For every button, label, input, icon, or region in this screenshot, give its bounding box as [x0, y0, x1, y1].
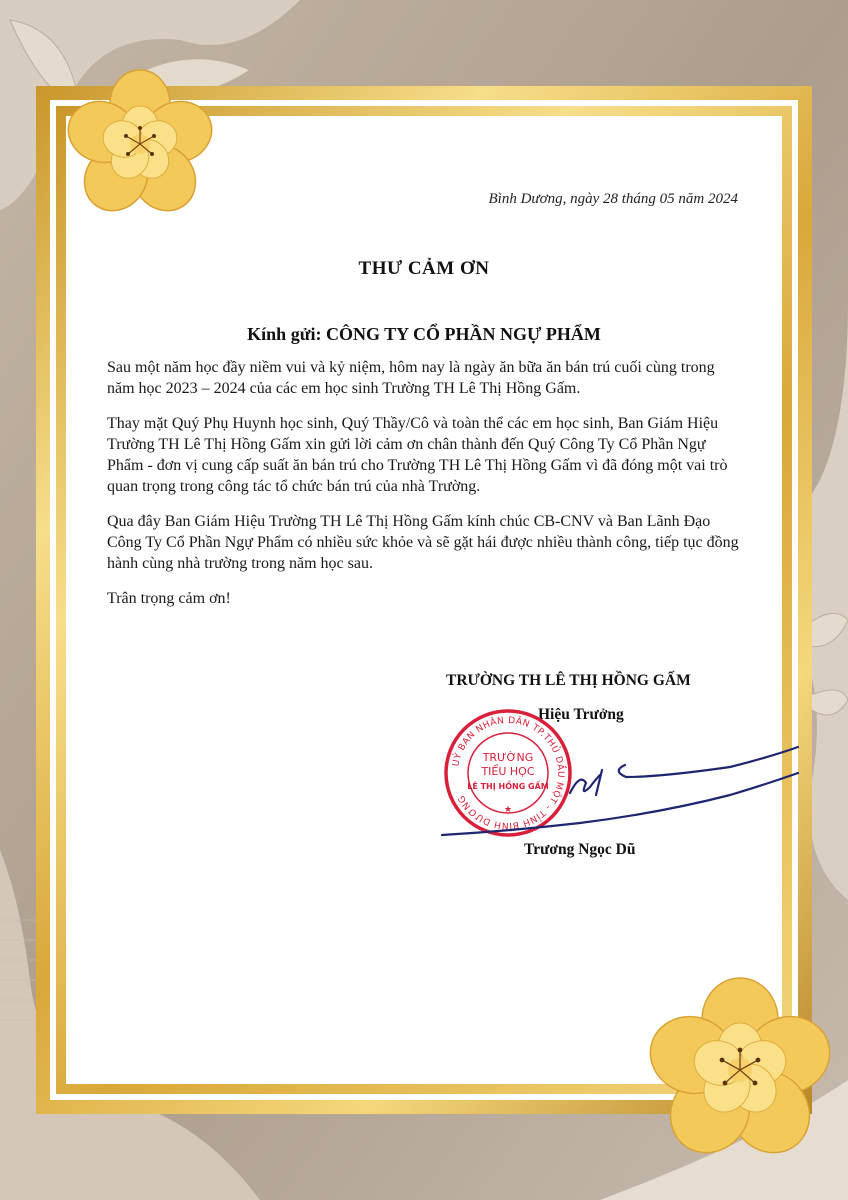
signer-name: Trương Ngọc Dũ — [524, 841, 636, 858]
paragraph-2: Thay mặt Quý Phụ Huynh học sinh, Quý Thầy/Cô và toàn thể các em học sinh, Ban Giám Hiệu Trường TH Lê Thị Hồng Gấm xin gửi lời cảm ơn chân thành đến Quý Công Ty Cổ Phần Ngự Phẩm - đơn vị cung cấp suất ăn bán trú cho Trường TH Lê Thị Hồng Gấm vì đã đóng một vai trò quan trọng trong công tác tổ chức bán trú của nhà Trường. — [107, 415, 728, 495]
date-line: Bình Dương, ngày 28 tháng 05 năm 2024 — [488, 191, 738, 207]
stamp-line-2: TIỂU HỌC — [481, 765, 535, 778]
stamp-line-3: LÊ THỊ HỒNG GẤM — [467, 782, 549, 791]
paragraph-3: Qua đây Ban Giám Hiệu Trường TH Lê Thị Hồng Gấm kính chúc CB-CNV và Ban Lãnh Đạo Công Ty Cổ Phần Ngự Phẩm có nhiều sức khỏe và sẽ gặt hái được nhiều thành công, tiếp tục đồng hành cùng nhà trường trong năm học sau. — [107, 513, 739, 572]
signer-role: Hiệu Trưởng — [538, 706, 624, 723]
flower-bottom-right-icon — [640, 970, 840, 1170]
recipient-line: Kính gửi: CÔNG TY CỔ PHẦN NGỰ PHẨM — [247, 324, 601, 344]
paragraph-closing: Trân trọng cảm ơn! — [107, 590, 231, 607]
svg-text:★: ★ — [503, 804, 513, 814]
flower-top-left-icon — [60, 64, 220, 224]
signature-icon — [430, 735, 800, 850]
school-name: TRƯỜNG TH LÊ THỊ HỒNG GẤM — [446, 672, 691, 689]
stamp-ring-text: UỶ BAN NHÂN DÂN TP.THỦ DẦU MỘT - TỈNH BÌNH DƯƠNG — [451, 715, 566, 831]
paragraph-1: Sau một năm học đầy niềm vui và kỷ niệm, hôm nay là ngày ăn bữa ăn bán trú cuối cùng trong năm học 2023 – 2024 của các em học sinh Trường TH Lê Thị Hồng Gấm. — [107, 359, 715, 397]
letter-title: THƯ CẢM ƠN — [358, 258, 490, 279]
stamp-line-1: TRƯỜNG — [482, 751, 534, 764]
letter-body — [107, 357, 743, 623]
